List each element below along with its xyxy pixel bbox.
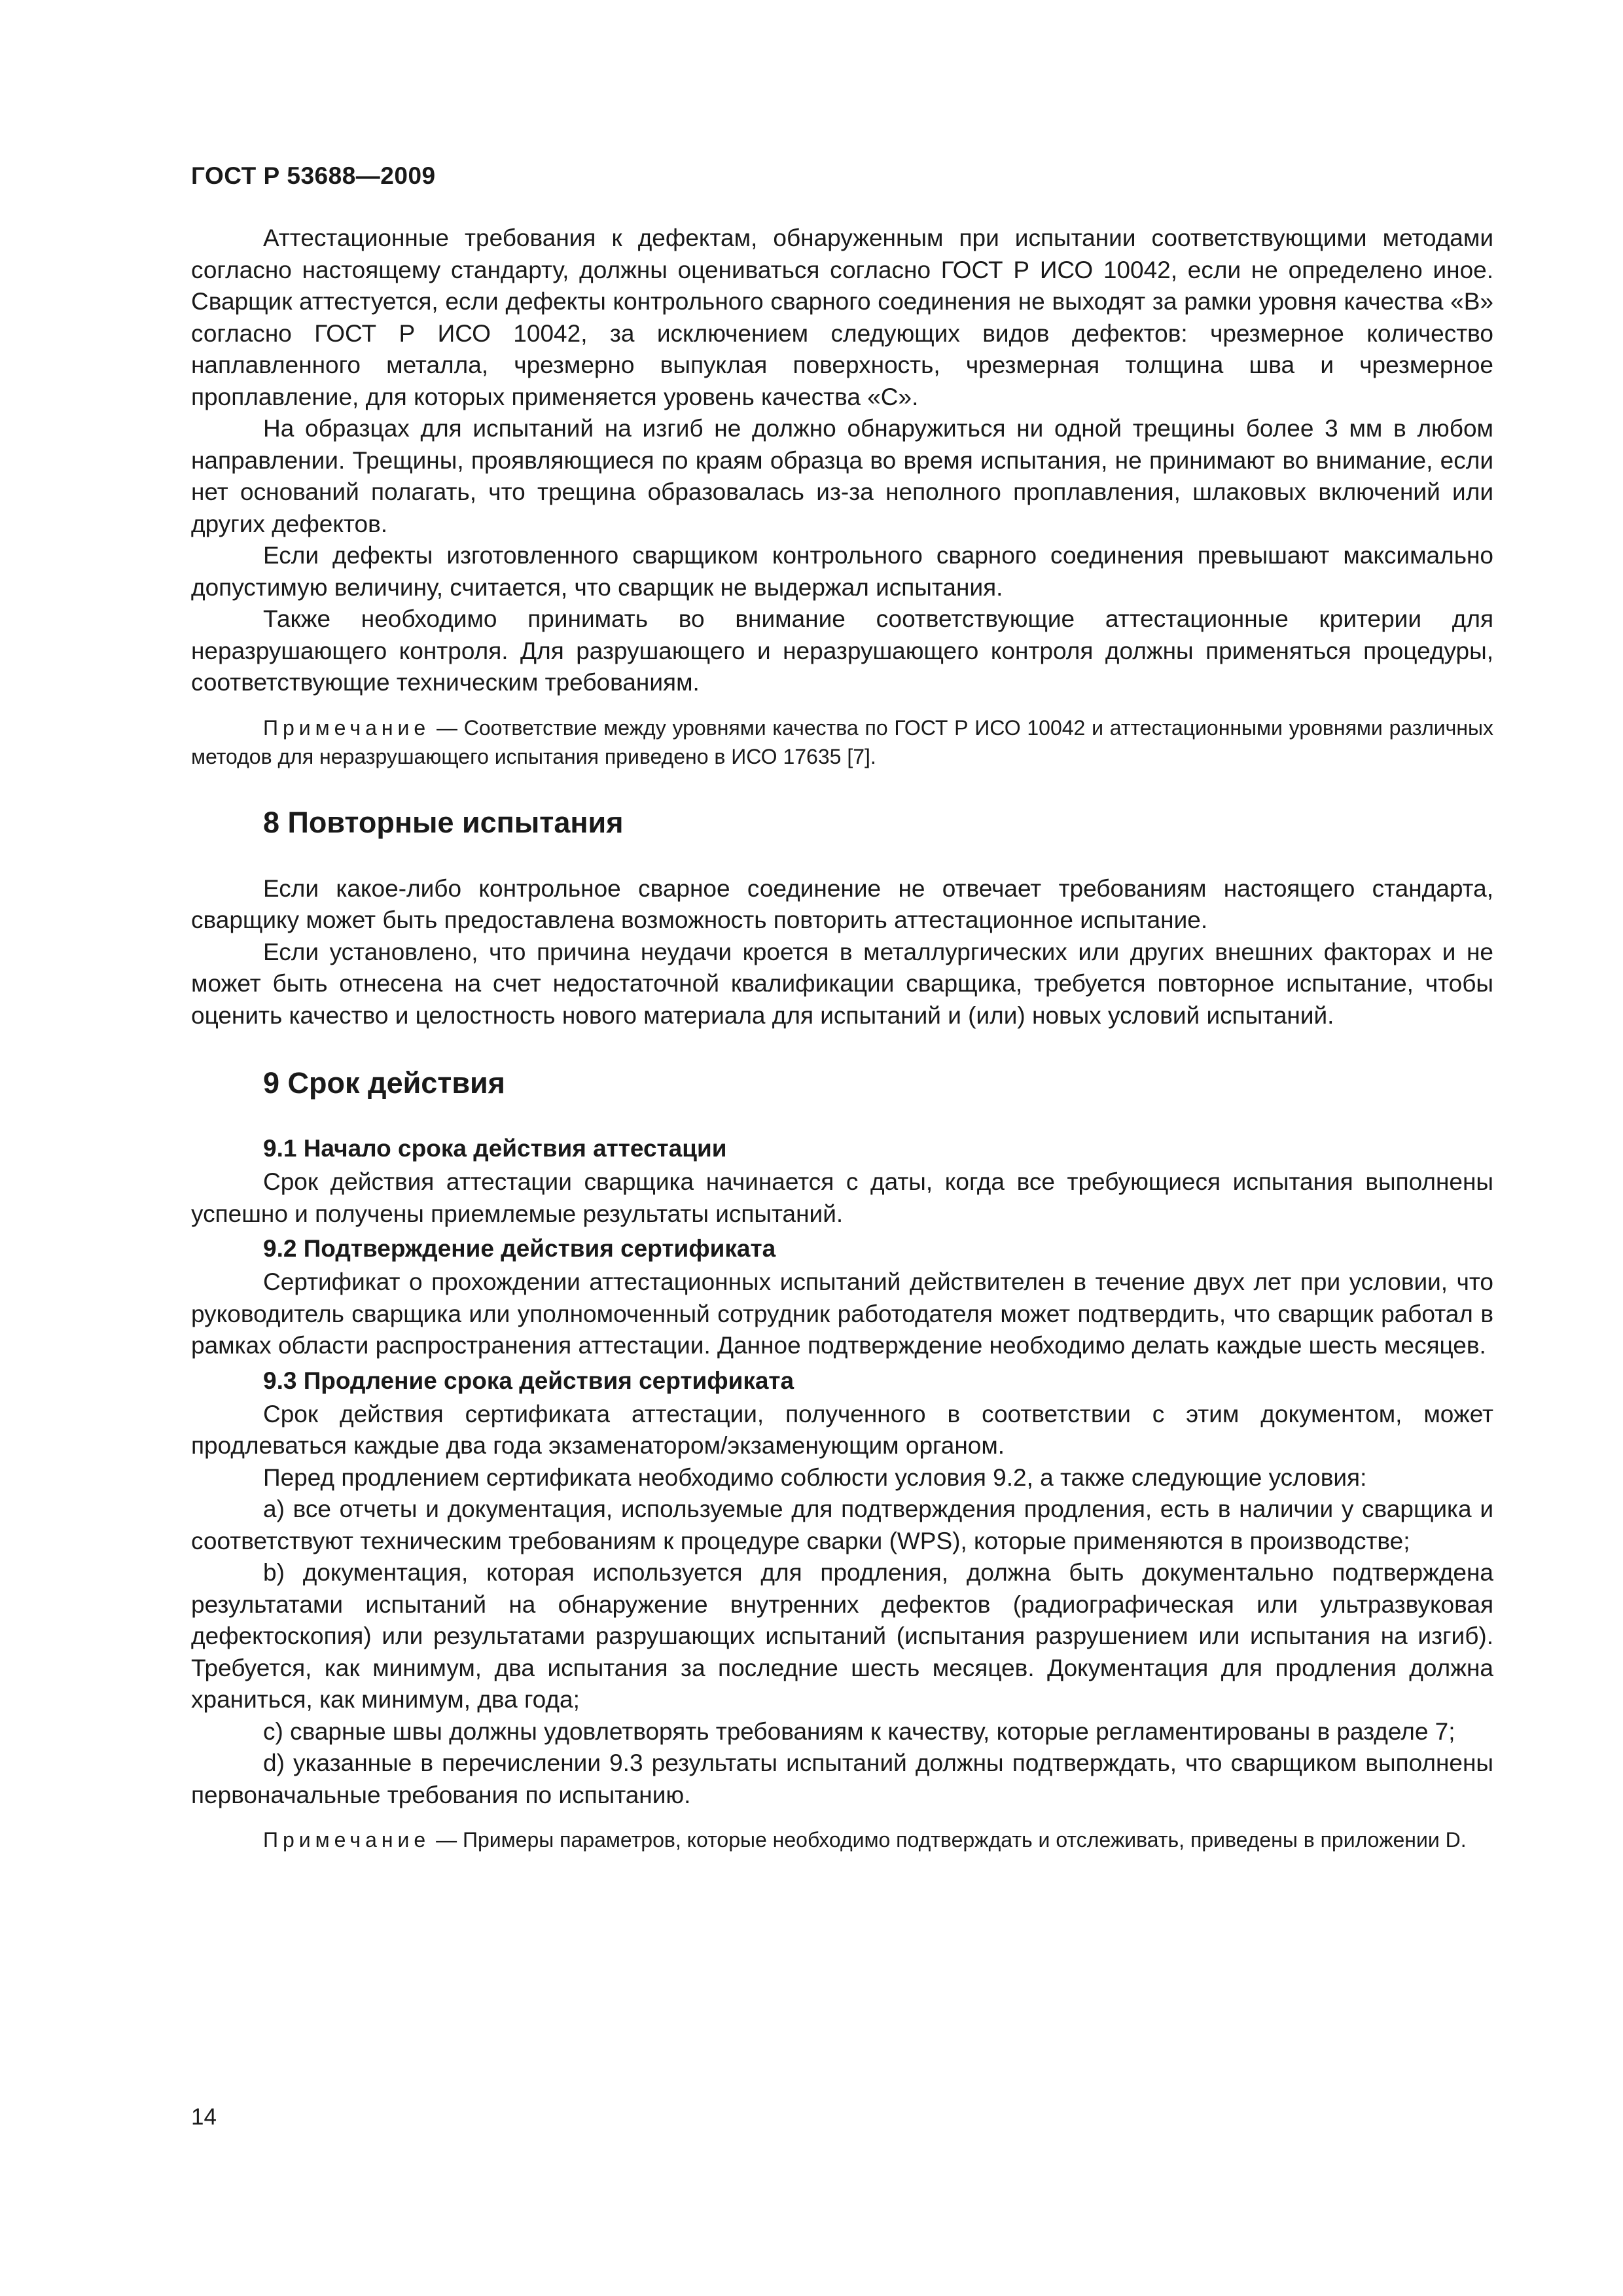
paragraph: Срок действия аттестации сварщика начинается с даты, когда все требующиеся испытания выполнены успешно и получены приемлемые результаты испытаний. xyxy=(191,1168,1493,1227)
document-body xyxy=(191,223,1493,1854)
page-number: 14 xyxy=(191,2104,217,2130)
paragraph: Перед продлением сертификата необходимо соблюсти условия 9.2, а также следующие условия: xyxy=(263,1463,1367,1491)
paragraph: Если какое-либо контрольное сварное соединение не отвечает требованиям настоящего стандарта, сварщику может быть предоставлена возможность повторить аттестационное испытание. xyxy=(191,874,1493,933)
note-text: — Примеры параметров, которые необходимо подтверждать и отслеживать, приведены в приложении D. xyxy=(430,1828,1467,1852)
note-text: — Соответствие между уровнями качества по ГОСТ Р ИСО 10042 и аттестационными уровнями различных методов для неразрушающего испытания приведено в ИСО 17635 [7]. xyxy=(191,715,1493,768)
list-item: b) документация, которая используется для продления, должна быть документально подтверждена результатами испытаний на обнаружение внутренних дефектов (радиографическая или ультразвуковая дефектоскопия) или результатами разрушающих испытаний (испытания разрушением или испытания на изгиб). Требуется, как минимум, два испытания за последние шесть месяцев. Документация для продления должна храниться, как минимум, два года; xyxy=(191,1559,1493,1713)
paragraph: Сертификат о прохождении аттестационных испытаний действителен в течение двух лет при условии, что руководитель сварщика или уполномоченный сотрудник работодателя может подтвердить, что сварщик работал в рамках области распространения аттестации. Данное подтверждение необходимо делать каждые шесть месяцев. xyxy=(191,1268,1493,1359)
paragraph: Если установлено, что причина неудачи кроется в металлургических или других внешних факторах и не может быть отнесена на счет недостаточной квалификации сварщика, требуется повторное испытание, чтобы оценить качество и целостность нового материала для испытаний и (или) новых условий испытаний. xyxy=(191,938,1493,1029)
subsection-heading-9-2: 9.2 Подтверждение действия сертификата xyxy=(263,1235,776,1262)
section-heading-9: 9 Срок действия xyxy=(263,1066,505,1100)
note-label: Примечание xyxy=(263,715,431,740)
document-page xyxy=(191,0,1493,2296)
paragraph: Аттестационные требования к дефектам, обнаруженным при испытании соответствующими методами согласно настоящему стандарту, должны оцениваться согласно ГОСТ Р ИСО 10042, если не определено иное. Сварщик аттестуется, если дефекты контрольного сварного соединения не выходят за рамки уровня качества «В» согласно ГОСТ Р ИСО 10042, за исключением следующих видов дефектов: чрезмерное количество наплавленного металла, чрезмерно выпуклая поверхность, чрезмерная толщина шва и чрезмерное проплавление, для которых применяется уровень качества «С». xyxy=(191,224,1493,410)
document-header: ГОСТ Р 53688—2009 xyxy=(191,162,436,189)
section-heading-8: 8 Повторные испытания xyxy=(263,805,624,839)
paragraph: Также необходимо принимать во внимание соответствующие аттестационные критерии для неразрушающего контроля. Для разрушающего и неразрушающего контроля должны применяться процедуры, соответствующие техническим требованиям. xyxy=(191,605,1493,696)
paragraph: Если дефекты изготовленного сварщиком контрольного сварного соединения превышают максимально допустимую величину, считается, что сварщик не выдержал испытания. xyxy=(191,542,1493,601)
paragraph: Срок действия сертификата аттестации, полученного в соответствии с этим документом, может продлеваться каждые два года экзаменатором/экзаменующим органом. xyxy=(191,1400,1493,1459)
note-label: Примечание xyxy=(263,1828,431,1852)
paragraph: На образцах для испытаний на изгиб не должно обнаружиться ни одной трещины более 3 мм в любом направлении. Трещины, проявляющиеся по краям образца во время испытания, не принимают во внимание, если нет оснований полагать, что трещина образовалась из-за неполного проплавления, шлаковых включений или других дефектов. xyxy=(191,415,1493,537)
note xyxy=(191,713,1493,771)
list-item: d) указанные в перечислении 9.3 результаты испытаний должны подтверждать, что сварщиком выполнены первоначальные требования по испытанию. xyxy=(191,1749,1493,1808)
subsection-heading-9-3: 9.3 Продление срока действия сертификата xyxy=(263,1367,794,1394)
subsection-heading-9-1: 9.1 Начало срока действия аттестации xyxy=(263,1135,727,1162)
list-item: a) все отчеты и документация, используемые для подтверждения продления, есть в наличии у сварщика и соответствуют техническим требованиям к процедуре сварки (WPS), которые применяются в производстве; xyxy=(191,1496,1493,1554)
list-item: c) сварные швы должны удовлетворять требованиям к качеству, которые регламентированы в разделе 7; xyxy=(263,1717,1455,1745)
note xyxy=(191,1825,1493,1854)
